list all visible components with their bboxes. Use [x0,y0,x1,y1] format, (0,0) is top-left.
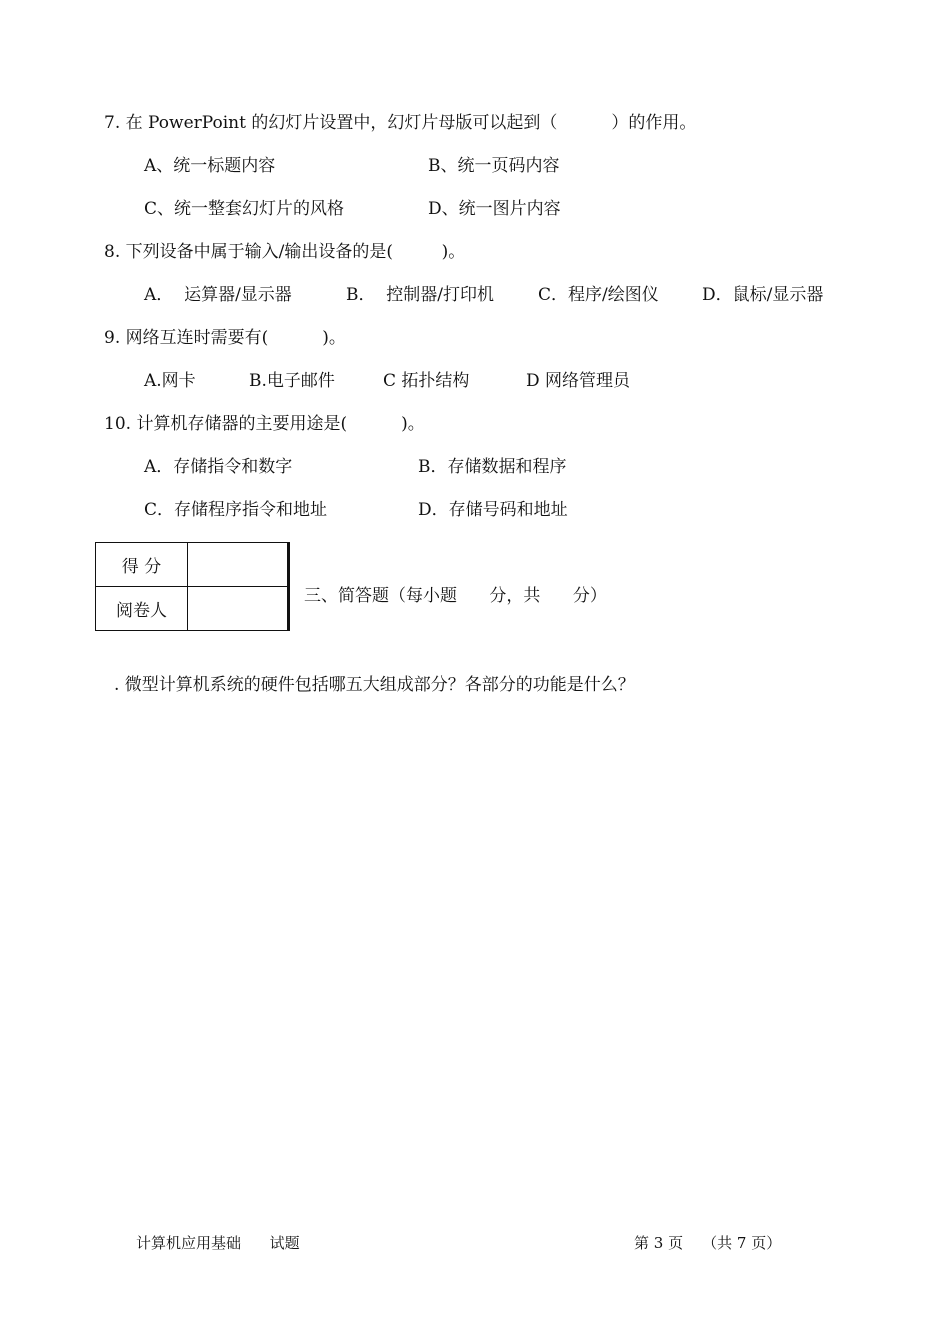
question-7-option-c: C、统一整套幻灯片的风格 [144,199,345,219]
question-10-option-b: B．存储数据和程序 [418,457,567,477]
question-8-option-d: D．鼠标/显示器 [702,285,824,305]
question-7-stem: 7. 在 PowerPoint 的幻灯片设置中，幻灯片母版可以起到（ ）的作用。 [104,113,697,133]
question-9-option-c: C 拓扑结构 [383,371,470,391]
reviewer-field[interactable] [188,587,289,631]
question-9-stem: 9. 网络互连时需要有( )。 [104,328,346,348]
question-7-option-d: D、统一图片内容 [428,199,561,219]
question-9-option-d: D 网络管理员 [526,371,631,391]
question-7-option-b: B、统一页码内容 [428,156,560,176]
short-answer-question: . 微型计算机系统的硬件包括哪五大组成部分？各部分的功能是什么？ [114,675,635,695]
question-9-option-a: A.网卡 [144,371,196,391]
question-8-stem: 8. 下列设备中属于输入/输出设备的是( )。 [104,242,466,262]
question-9-option-b: B.电子邮件 [249,371,335,391]
question-7-option-a: A、统一标题内容 [144,156,276,176]
question-10-stem: 10. 计算机存储器的主要用途是( )。 [104,414,425,434]
score-label: 得 分 [96,543,188,587]
score-field[interactable] [188,543,289,587]
footer-page-number: 第 3 页 （共 7 页） [634,1234,782,1252]
reviewer-label: 阅卷人 [96,587,188,631]
question-10-option-a: A．存储指令和数字 [144,457,293,477]
question-8-option-b: B． 控制器/打印机 [346,285,495,305]
question-10-option-c: C．存储程序指令和地址 [144,500,328,520]
question-8-option-a: A． 运算器/显示器 [144,285,292,305]
question-10-option-d: D．存储号码和地址 [418,500,568,520]
footer-course: 计算机应用基础 试题 [136,1234,300,1252]
section-title: 三、简答题（每小题 分，共 分） [304,586,607,606]
score-box [95,542,290,631]
question-8-option-c: C．程序/绘图仪 [538,285,659,305]
